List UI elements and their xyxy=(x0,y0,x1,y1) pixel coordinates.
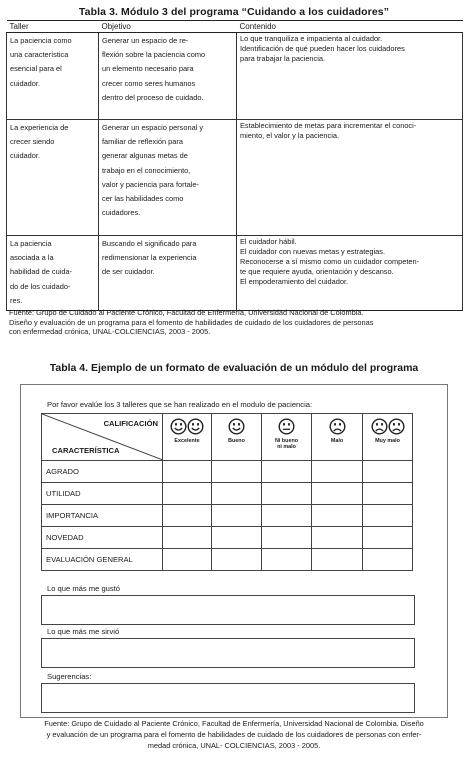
rating-cell-frown[interactable] xyxy=(312,549,363,571)
grade-label: Excelente xyxy=(174,438,200,444)
header-taller: Taller xyxy=(7,21,99,33)
criteria-label: UTILIDAD xyxy=(42,483,163,505)
objetivo-text-line: generar algunas metas de xyxy=(102,151,188,161)
table3-row xyxy=(7,236,463,311)
objetivo-text-line: flexión sobre la paciencia como xyxy=(102,50,206,60)
taller-text-line: una característica xyxy=(10,50,69,60)
grade-header-smile xyxy=(212,414,262,461)
evaluation-grid xyxy=(41,413,413,571)
cell-contenido xyxy=(237,33,463,120)
header-contenido: Contenido xyxy=(237,21,463,33)
rating-cell-neutral[interactable] xyxy=(262,461,312,483)
rating-cell-smile[interactable] xyxy=(212,461,262,483)
source-line: Diseño y evaluación de un programa para el fomento de habilidades de cuidado de los cuidadores de personas xyxy=(9,317,374,327)
taller-text-line: habilidad de cuida- xyxy=(10,267,73,277)
rating-cell-double-frown[interactable] xyxy=(363,483,413,505)
frown-icon xyxy=(312,418,362,436)
objetivo-text-line: de ser cuidador. xyxy=(102,267,155,277)
cell-objetivo xyxy=(99,120,237,236)
objetivo-text-line: familiar de reflexión para xyxy=(102,137,183,147)
objetivo-text-line: dentro del proceso de cuidado. xyxy=(102,92,204,102)
contenido-text-line: El cuidador hábil. xyxy=(240,237,297,246)
taller-text-line: crecer siendo xyxy=(10,137,55,147)
rating-cell-double-frown[interactable] xyxy=(363,461,413,483)
smile-face-icon xyxy=(187,418,204,435)
contenido-text-line: Lo que tranquiliza e impacienta al cuidador. xyxy=(240,34,383,43)
source-line: con enfermedad crónica, UNAL-COLCIENCIAS, 2003 - 2005. xyxy=(9,327,211,337)
rating-cell-frown[interactable] xyxy=(312,483,363,505)
rating-cell-double-smile[interactable] xyxy=(163,483,212,505)
contenido-text-line: Reconocerse a sí mismo como un cuidador competen- xyxy=(240,257,420,266)
objetivo-text-line: valor y paciencia para fortale- xyxy=(102,179,199,189)
objetivo-text-line: crecer como seres humanos xyxy=(102,78,196,88)
objetivo-text-line: cer las habilidades como xyxy=(102,194,184,204)
cell-contenido xyxy=(237,236,463,311)
criteria-row xyxy=(42,527,413,549)
contenido-text-line: El empoderamiento del cuidador. xyxy=(240,277,349,286)
grid-corner-header xyxy=(42,414,163,461)
objetivo-text-line: Generar un espacio personal y xyxy=(102,123,204,132)
rating-cell-frown[interactable] xyxy=(312,461,363,483)
rating-cell-neutral[interactable] xyxy=(262,527,312,549)
table3-row xyxy=(7,120,463,236)
taller-text-line: do de los cuidado- xyxy=(10,281,71,291)
grade-label: Malo xyxy=(330,438,344,444)
taller-text-line: La paciencia xyxy=(10,239,52,248)
frown-face-icon xyxy=(371,418,388,435)
rating-cell-frown[interactable] xyxy=(312,505,363,527)
table3-header-row xyxy=(7,21,463,33)
rating-cell-frown[interactable] xyxy=(312,527,363,549)
rating-cell-smile[interactable] xyxy=(212,505,262,527)
grade-label: Ni bueno ni malo xyxy=(274,438,299,450)
taller-text-line: asociada a la xyxy=(10,253,54,263)
taller-text-line: esencial para el xyxy=(10,64,62,74)
cell-taller xyxy=(7,33,99,120)
rating-cell-smile[interactable] xyxy=(212,527,262,549)
objetivo-text-line: redimensionar la experiencia xyxy=(102,253,197,263)
objetivo-text-line: un elemento necesario para xyxy=(102,64,194,74)
cell-taller xyxy=(7,120,99,236)
criteria-label: IMPORTANCIA xyxy=(42,505,163,527)
cell-taller xyxy=(7,236,99,311)
comment-field-label: Lo que más me gustó xyxy=(47,584,121,593)
criteria-row xyxy=(42,461,413,483)
table3-title: Tabla 3. Módulo 3 del programa “Cuidando a los cuidadores” xyxy=(78,6,390,18)
source-line: Fuente: Grupo de Cuidado al Paciente Crónico, Facultad de Enfermería, Universidad Nacional de Colombia. xyxy=(9,308,364,317)
grade-header-frown xyxy=(312,414,363,461)
grade-label: Bueno xyxy=(228,438,245,444)
contenido-text-line: Establecimiento de metas para incrementar el conoci- xyxy=(240,121,417,130)
comment-box[interactable] xyxy=(41,683,415,713)
table4-source xyxy=(6,718,462,751)
contenido-text-line: miento, el valor y la paciencia. xyxy=(240,131,340,140)
rating-cell-double-frown[interactable] xyxy=(363,527,413,549)
rating-cell-neutral[interactable] xyxy=(262,505,312,527)
taller-text-line: La paciencia como xyxy=(10,36,72,45)
smile-face-icon xyxy=(228,418,245,435)
double-frown-icon xyxy=(363,418,412,436)
neutral-face-icon xyxy=(278,418,295,435)
objetivo-text-line: cuidadores. xyxy=(102,208,141,218)
comment-field-label: Lo que más me sirvió xyxy=(47,627,120,636)
rating-cell-double-frown[interactable] xyxy=(363,549,413,571)
cell-contenido xyxy=(237,120,463,236)
double-smile-icon xyxy=(163,418,211,436)
objetivo-text-line: trabajo en el conocimiento, xyxy=(102,165,191,175)
criteria-label: NOVEDAD xyxy=(42,527,163,549)
contenido-text-line: El cuidador con nuevas metas y estrategias. xyxy=(240,247,386,256)
taller-text-line: cuidador. xyxy=(10,151,40,161)
neutral-icon xyxy=(262,418,311,436)
rating-cell-neutral[interactable] xyxy=(262,483,312,505)
cell-objetivo xyxy=(99,33,237,120)
rating-cell-double-frown[interactable] xyxy=(363,505,413,527)
criteria-row xyxy=(42,505,413,527)
form-instruction: Por favor evalúe los 3 talleres que se han realizado en el modulo de paciencia: xyxy=(47,400,313,409)
contenido-text-line: te que requiere ayuda, orientación y descanso. xyxy=(240,267,394,276)
source-line: y evaluación de un programa para el fomento de habilidades de cuidado de los cuidadores de personas con enfer- xyxy=(46,730,422,739)
criteria-row xyxy=(42,483,413,505)
caracteristica-label: CARACTERÍSTICA xyxy=(52,446,120,455)
criteria-row xyxy=(42,549,413,571)
comment-box[interactable] xyxy=(41,638,415,668)
contenido-text-line: Identificación de qué pueden hacer los cuidadores xyxy=(240,44,405,53)
rating-cell-double-smile[interactable] xyxy=(163,549,212,571)
comment-field-label: Sugerencias: xyxy=(47,672,92,681)
grade-header-double-smile xyxy=(163,414,212,461)
smile-icon xyxy=(212,418,261,436)
comment-box[interactable] xyxy=(41,595,415,625)
source-line: Fuente: Grupo de Cuidado al Paciente Crónico, Facultad de Enfermería, Universidad Nacional de Colombia. Diseño xyxy=(44,719,424,728)
rating-cell-double-smile[interactable] xyxy=(163,505,212,527)
frown-face-icon xyxy=(329,418,346,435)
table3 xyxy=(6,20,463,311)
rating-cell-double-smile[interactable] xyxy=(163,527,212,549)
rating-cell-smile[interactable] xyxy=(212,549,262,571)
cell-objetivo xyxy=(99,236,237,311)
header-objetivo: Objetivo xyxy=(99,21,237,33)
grade-header-neutral xyxy=(262,414,312,461)
grade-label: Muy malo xyxy=(375,438,400,444)
criteria-label: AGRADO xyxy=(42,461,163,483)
table4-title: Tabla 4. Ejemplo de un formato de evaluación de un módulo del programa xyxy=(49,362,419,374)
taller-text-line: La experiencia de xyxy=(10,123,69,132)
objetivo-text-line: Generar un espacio de re- xyxy=(102,36,189,45)
objetivo-text-line: Buscando el significado para xyxy=(102,239,197,248)
source-line: medad crónica, UNAL- COLCIENCIAS, 2003 - 2005. xyxy=(147,741,321,750)
table3-source xyxy=(9,308,459,337)
criteria-label: EVALUACIÓN GENERAL xyxy=(42,549,163,571)
contenido-text-line: para trabajar la paciencia. xyxy=(240,54,326,63)
table3-row xyxy=(7,33,463,120)
grade-header-double-frown xyxy=(363,414,413,461)
taller-text-line: cuidador. xyxy=(10,78,40,88)
frown-face-icon xyxy=(388,418,405,435)
rating-cell-double-smile[interactable] xyxy=(163,461,212,483)
calificacion-label: CALIFICACIÓN xyxy=(103,419,158,428)
rating-cell-smile[interactable] xyxy=(212,483,262,505)
smile-face-icon xyxy=(170,418,187,435)
rating-cell-neutral[interactable] xyxy=(262,549,312,571)
taller-text-line: res. xyxy=(10,295,23,305)
